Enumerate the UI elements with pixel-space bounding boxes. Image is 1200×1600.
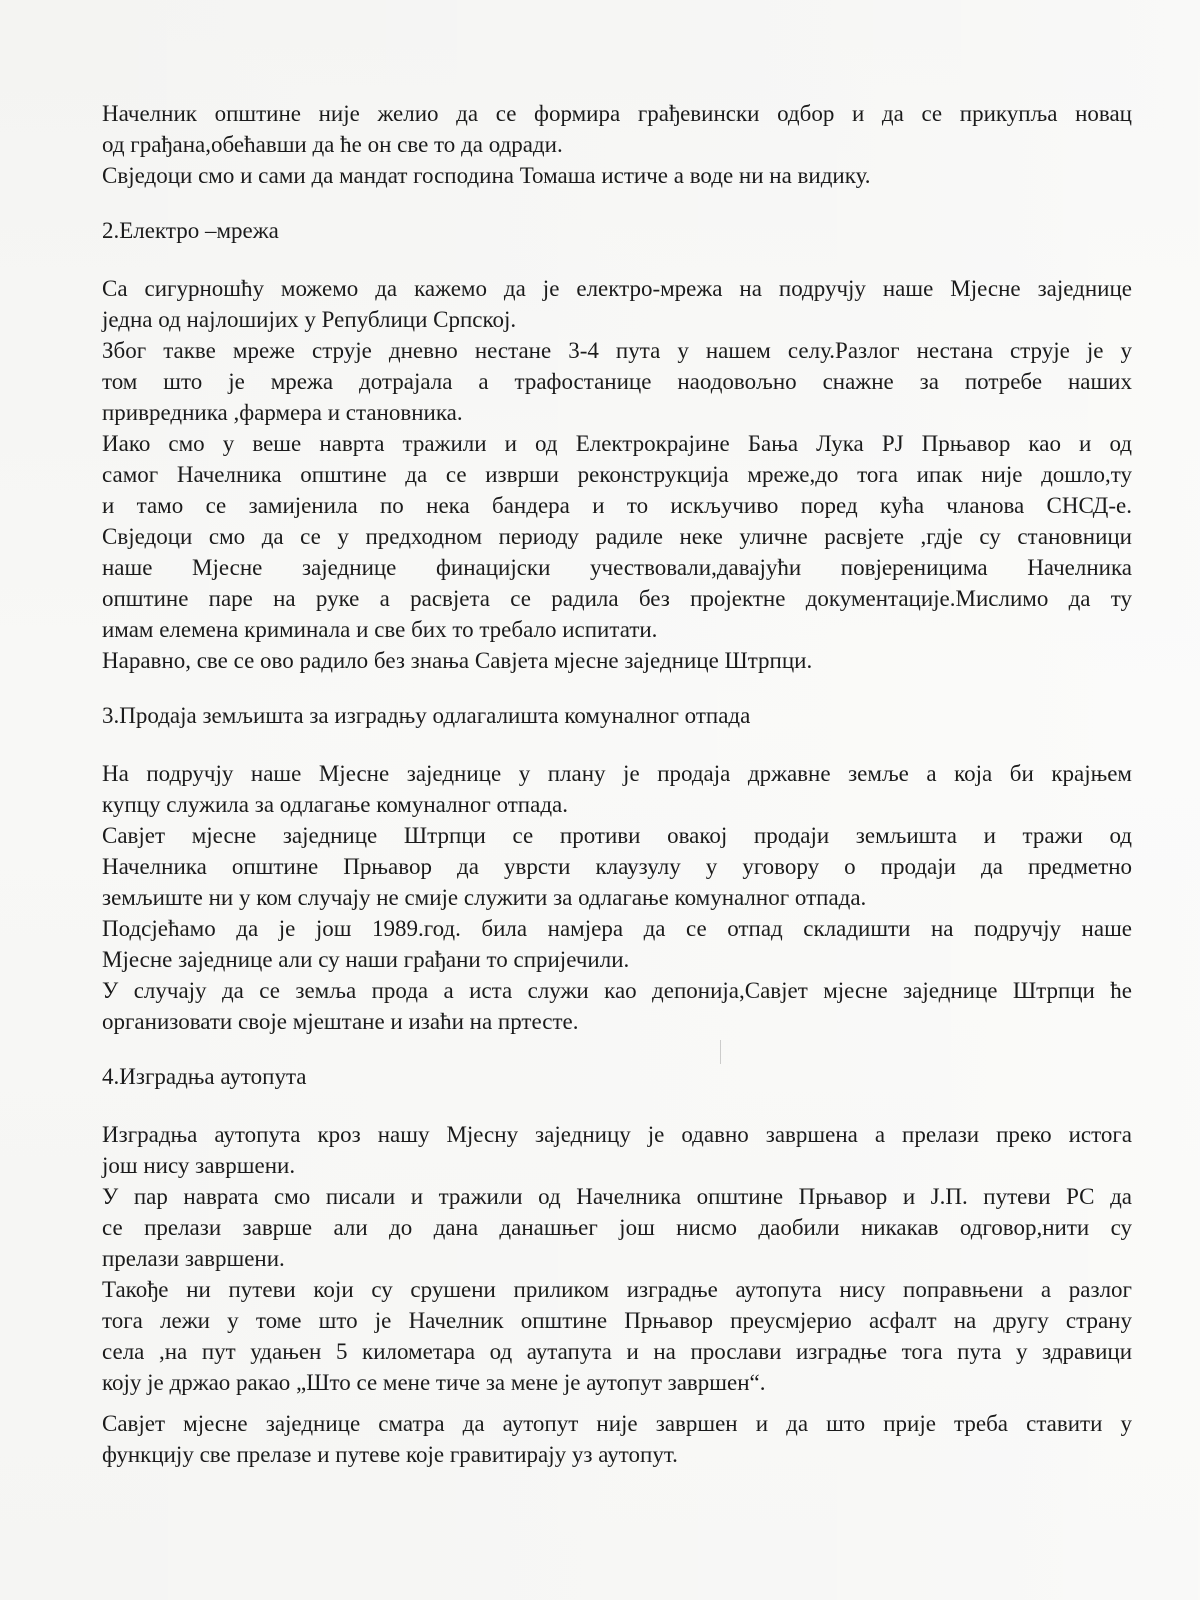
section-2-paragraph bbox=[102, 273, 1132, 676]
text-line: од грађана,обећавши да ће он све то да одради. bbox=[102, 132, 563, 157]
section-3-paragraph bbox=[102, 758, 1132, 1037]
text-line: прелази завршени. bbox=[102, 1246, 285, 1271]
closing-paragraph bbox=[102, 1408, 1132, 1470]
text-line: Начелника општине Прњавор да уврсти клаузулу у уговору о продаји да предметно bbox=[102, 854, 1132, 879]
document-body bbox=[102, 98, 1132, 1470]
text-line: Свједоци смо да се у предходном периоду радиле неке уличне расвјете ,гдје су становници bbox=[102, 524, 1132, 549]
text-line: привредника ,фармера и становника. bbox=[102, 400, 463, 425]
text-line: наше Мјесне заједнице финацијски учествовали,давајући повјереницима Начелника bbox=[102, 555, 1132, 580]
text-line: једна од најлошијих у Републици Српској. bbox=[102, 307, 517, 332]
heading-line: 4.Изградња аутопута bbox=[102, 1064, 307, 1089]
text-line: Мјесне заједнице али су наши грађани то спријечили. bbox=[102, 947, 630, 972]
text-line: Свједоци смо и сами да мандат господина Томаша истиче а воде ни на видику. bbox=[102, 163, 871, 188]
section-heading-3 bbox=[102, 700, 1132, 731]
text-line: Наравно, све се ово радило без знања Савјета мјесне заједнице Штрпци. bbox=[102, 648, 813, 673]
text-line: том што је мрежа дотрајала а трафостанице наодовољно снажне за потребе наших bbox=[102, 369, 1132, 394]
text-line: У пар наврата смо писали и тражили од Начелника општине Прњавор и Ј.П. путеви РС да bbox=[102, 1184, 1132, 1209]
text-line: купцу служила за одлагање комуналног отпада. bbox=[102, 792, 568, 817]
text-line: Савјет мјесне заједнице Штрпци се противи овакој продаји земљишта и тражи од bbox=[102, 823, 1132, 848]
section-4-paragraph bbox=[102, 1119, 1132, 1398]
text-line: земљиште ни у ком случају не смије служити за одлагање комуналног отпада. bbox=[102, 885, 867, 910]
text-line: самог Начелника општине да се изврши реконструкција мреже,до тога ипак није дошло,ту bbox=[102, 462, 1132, 487]
text-line: организовати своје мјештане и изаћи на пртесте. bbox=[102, 1009, 579, 1034]
text-line: имам елемена криминала и све бих то требало испитати. bbox=[102, 617, 658, 642]
text-line: Начелник општине није желио да се формира грађевински одбор и да се прикупља новац bbox=[102, 101, 1132, 126]
text-line: На подручју наше Мјесне заједнице у плану је продаја државне земље а која би крајњем bbox=[102, 761, 1132, 786]
heading-line: 3.Продаја земљишта за изградњу одлагалишта комуналног отпада bbox=[102, 703, 751, 728]
heading-line: 2.Електро –мрежа bbox=[102, 218, 279, 243]
text-line: У случају да се земља прода а иста служи као депонија,Савјет мјесне заједнице Штрпци ће bbox=[102, 978, 1132, 1003]
text-line: Такође ни путеви који су срушени приликом изградње аутопута нису поправњени а разлог bbox=[102, 1277, 1132, 1302]
text-line: и тамо се замијенила по нека бандера и то искључиво поред кућа чланова СНСД-е. bbox=[102, 493, 1132, 518]
text-line: Због такве мреже струје дневно нестане 3-4 пута у нашем селу.Разлог нестана струје је у bbox=[102, 338, 1132, 363]
intro-paragraph bbox=[102, 98, 1132, 191]
text-line: Иако смо у веше наврта тражили и од Електрокрајине Бања Лука РЈ Прњавор као и од bbox=[102, 431, 1132, 456]
text-line: села ,на пут удањен 5 километара од аутапута и на прослави изградње тога пута у здравици bbox=[102, 1339, 1132, 1364]
text-line: Подсјећамо да је још 1989.год. била намјера да се отпад складишти на подручју наше bbox=[102, 916, 1132, 941]
text-line: коју је држао ракао „Што се мене тиче за мене је аутопут завршен“. bbox=[102, 1370, 766, 1395]
text-line: функцију све прелазе и путеве које гравитирају уз аутопут. bbox=[102, 1442, 678, 1467]
section-heading-4 bbox=[102, 1061, 1132, 1092]
section-heading-2 bbox=[102, 215, 1132, 246]
text-line: још нису завршени. bbox=[102, 1153, 296, 1178]
text-line: тога лежи у томе што је Начелник општине Прњавор преусмјерио асфалт на другу страну bbox=[102, 1308, 1132, 1333]
text-line: Савјет мјесне заједнице сматра да аутопут није завршен и да што прије треба ставити у bbox=[102, 1411, 1132, 1436]
text-line: Са сигурношћу можемо да кажемо да је електро-мрежа на подручју наше Мјесне заједнице bbox=[102, 276, 1132, 301]
text-line: се прелази заврше али до дана данашњег још нисмо даобили никакав одговор,нити су bbox=[102, 1215, 1132, 1240]
text-line: Изградња аутопута кроз нашу Мјесну заједницу је одавно завршена а прелази преко истога bbox=[102, 1122, 1132, 1147]
spacer bbox=[102, 1398, 1132, 1408]
text-line: општине паре на руке а расвјета се радила без пројектне документације.Мислимо да ту bbox=[102, 586, 1132, 611]
